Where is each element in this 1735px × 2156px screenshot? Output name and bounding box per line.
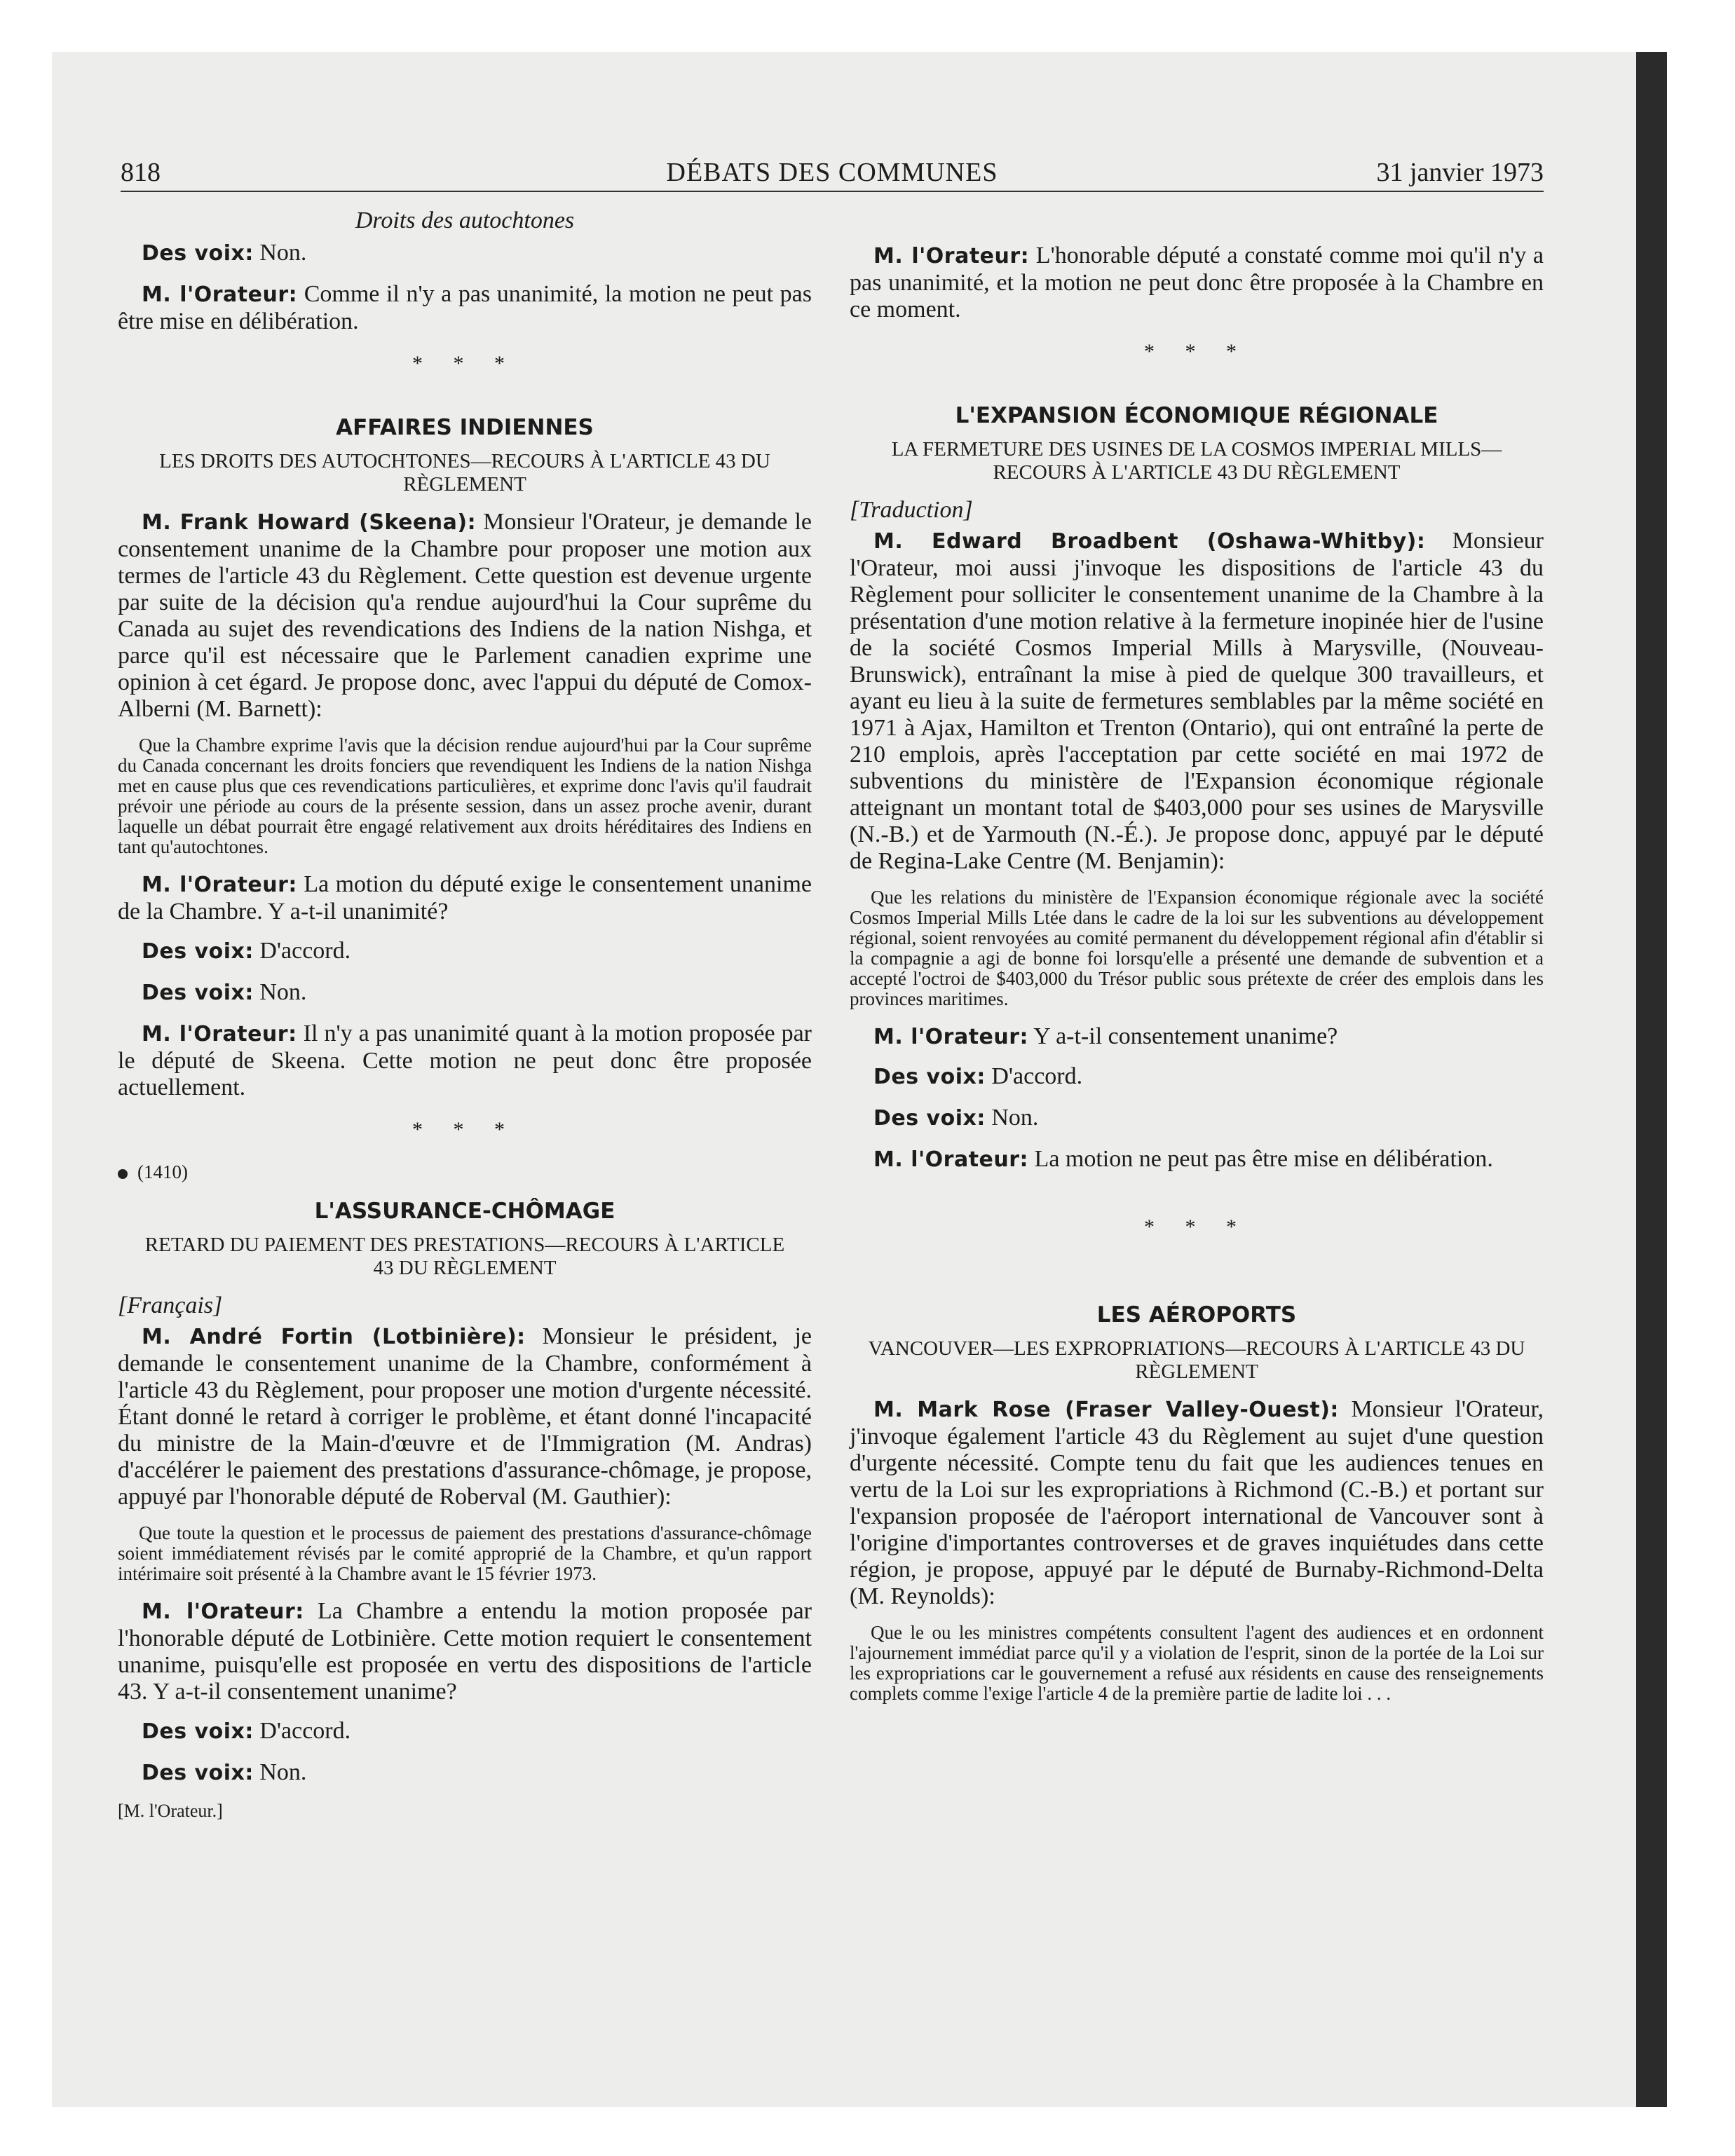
voice-vote: [118, 938, 812, 965]
speech-text: Non.: [253, 979, 307, 1005]
speech-text: La motion ne peut pas être mise en délibération.: [1028, 1146, 1493, 1172]
speech-text: D'accord.: [985, 1063, 1083, 1089]
motion-text: Que le ou les ministres compétents consultent l'agent des audiences et en ordonnent l'ajournement immédiat parce qu'il y a violation de l'esprit, sinon de la portée de la Loi sur les expropriations car le gouvernement a refusé aux résidents en cause des renseignements complets comme l'exige l'article 4 de la première partie de ladite loi . . .: [850, 1622, 1544, 1704]
voice-vote: [118, 1718, 812, 1745]
speaker-label: M. l'Orateur:: [873, 1025, 1029, 1049]
speaker-label: M. l'Orateur:: [873, 244, 1030, 268]
speech-text: Il n'y a pas unanimité quant à la motion proposée par le député de Skeena. Cette motion ne peut donc être proposée actuellement.: [118, 1021, 812, 1100]
speech-paragraph: [850, 528, 1544, 875]
section-subtitle: LA FERMETURE DES USINES DE LA COSMOS IMPERIAL MILLS—RECOURS À L'ARTICLE 43 DU RÈGLEMENT: [891, 438, 1502, 484]
speech-text: L'honorable député a constaté comme moi qu'il n'y a pas unanimité, et la motion ne peut donc être proposée à la Chambre en ce moment.: [850, 243, 1544, 322]
speech-paragraph: [850, 243, 1544, 323]
speech-text: Non.: [253, 1759, 307, 1785]
scan-edge: [1636, 52, 1667, 2107]
section-title: AFFAIRES INDIENNES: [336, 415, 594, 440]
speech-text: Y a-t-il consentement unanime?: [1028, 1023, 1338, 1049]
time-marker: [118, 1161, 812, 1183]
speaker-label: M. l'Orateur:: [142, 282, 298, 307]
speech-text: La Chambre a entendu la motion proposée par l'honorable député de Lotbinière. Cette motion requiert le consentement unanime, puisqu'elle est proposée en vertu des dispositions de l'article 43. Y a-t-il consentement unanime?: [118, 1598, 812, 1705]
speech-text: D'accord.: [253, 1718, 351, 1744]
speech-text: Comme il n'y a pas unanimité, la motion ne peut pas être mise en délibération.: [118, 281, 812, 334]
speaker-label: Des voix:: [142, 241, 254, 266]
speaker-label: M. l'Orateur:: [873, 1147, 1029, 1172]
speech-paragraph: [118, 281, 812, 335]
speech-text: Monsieur l'Orateur, moi aussi j'invoque les dispositions de l'article 43 du Règlement pour solliciter le consentement unanime de la Chambre à la présentation d'une motion relative à la fermeture inopinée hier de l'usine de la société Cosmos Imperial Mills à Marysville, (Nouveau-Brunswick), entraînant la mise à pied de quelque 300 travailleurs, et ayant eu lieu à la suite de fermetures semblables par la même société en 1971 à Ajax, Hamilton et Trenton (Ontario), qui ont entraîné la perte de 210 emplois, après l'acceptation par cette société en mai 1972 de subventions du ministère de l'Expansion économique régionale atteignant un montant total de $403,000 pour ses usines de Marysville (N.-B.) et de Yarmouth (N.-É.). Je propose donc, appuyé par le député de Regina-Lake Centre (M. Benjamin):: [850, 528, 1544, 874]
speech-paragraph: [118, 871, 812, 925]
speech-paragraph: [118, 509, 812, 723]
voice-vote: [118, 979, 812, 1007]
page-header: [121, 154, 1544, 192]
speaker-label: M. André Fortin (Lotbinière):: [142, 1325, 526, 1349]
speaker-label: M. l'Orateur:: [142, 873, 297, 897]
time-marker-text: (1410): [137, 1161, 188, 1182]
speaker-label: M. l'Orateur:: [142, 1022, 297, 1046]
speech-paragraph: [118, 1323, 812, 1510]
speaker-label: Des voix:: [142, 1761, 254, 1785]
speaker-label: M. l'Orateur:: [142, 1599, 304, 1624]
section-separator: * * *: [412, 352, 517, 375]
section-separator: * * *: [412, 1118, 517, 1141]
page-date: 31 janvier 1973: [1376, 158, 1544, 187]
motion-text: Que la Chambre exprime l'avis que la décision rendue aujourd'hui par la Cour suprême du Canada concernant les droits fonciers que revendiquent les Indiens de la nation Nishga met en cause plus que ces revendications particulières, et exprime donc l'avis qu'il faudrait prévoir une période au cours de la présente session, dans un assez proche avenir, durant laquelle un débat pourrait être engagé relativement aux droits héréditaires des Indiens en tant qu'autochtones.: [118, 735, 812, 857]
right-column: [850, 243, 1544, 1718]
left-column: [118, 207, 812, 1822]
section-separator: * * *: [1144, 340, 1249, 363]
voice-vote: [850, 1063, 1544, 1091]
publication-title: DÉBATS DES COMMUNES: [666, 158, 998, 187]
speaker-label: Des voix:: [142, 939, 254, 964]
speech-text: Non.: [985, 1105, 1039, 1131]
voice-vote: [850, 1105, 1544, 1132]
voice-vote: [118, 240, 812, 267]
speaker-label: M. Mark Rose (Fraser Valley-Ouest):: [873, 1398, 1339, 1422]
running-subtitle: Droits des autochtones: [355, 207, 575, 233]
speech-paragraph: [118, 1021, 812, 1101]
speaker-label: Des voix:: [873, 1065, 986, 1089]
speech-paragraph: [118, 1598, 812, 1705]
section-title: L'ASSURANCE-CHÔMAGE: [314, 1199, 615, 1224]
speaker-label: Des voix:: [873, 1106, 986, 1131]
speech-text: La motion du député exige le consentement unanime de la Chambre. Y a-t-il unanimité?: [118, 871, 812, 925]
speech-paragraph: [850, 1146, 1544, 1173]
speech-text: Monsieur l'Orateur, j'invoque également l'article 43 du Règlement au sujet d'une question d'urgente nécessité. Compte tenu du fait que les audiences tenues en vertu de la Loi sur les expropriations à Richmond (C.-B.) et portant sur l'expansion proposée de l'aéroport international de Vancouver sont à l'origine d'importantes controverses et de graves inquiétudes dans cette région, je propose, appuyé par le député de Burnaby-Richmond-Delta (M. Reynolds):: [850, 1396, 1544, 1609]
speech-text: D'accord.: [253, 938, 351, 964]
motion-text: Que les relations du ministère de l'Expansion économique régionale avec la société Cosmos Imperial Mills Ltée dans le cadre de la loi sur les subventions au développement régional, soient renvoyées au comité permanent du développement régional afin d'établir si la compagnie a agi de bonne foi lorsqu'elle a présenté une demande de subvention et a accepté l'octroi de $403,000 du Trésor public sous prétexte de créer des emplois dans les provinces maritimes.: [850, 887, 1544, 1009]
speech-paragraph: [850, 1396, 1544, 1610]
speaker-label: Des voix:: [142, 1719, 254, 1744]
section-subtitle: VANCOUVER—LES EXPROPRIATIONS—RECOURS À L'ARTICLE 43 DU RÈGLEMENT: [868, 1337, 1525, 1383]
speech-text: Monsieur le président, je demande le consentement unanime de la Chambre, conformément à l'article 43 du Règlement, pour proposer une motion d'urgente nécessité. Étant donné le retard à corriger le problème, et étant donné l'incapacité du ministre de la Main-d'œuvre et de l'Immigration (M. Andras) d'accélérer le paiement des prestations d'assurance-chômage, je propose, appuyé par l'honorable député de Roberval (M. Gauthier):: [118, 1323, 812, 1510]
section-title: LES AÉROPORTS: [1096, 1302, 1297, 1328]
column-footer: [M. l'Orateur.]: [118, 1801, 223, 1821]
section-title: L'EXPANSION ÉCONOMIQUE RÉGIONALE: [955, 403, 1438, 428]
speech-paragraph: [850, 1023, 1544, 1051]
speaker-label: Des voix:: [142, 981, 254, 1005]
page-number: 818: [121, 158, 161, 187]
speech-text: Monsieur l'Orateur, je demande le consentement unanime de la Chambre pour proposer une motion aux termes de l'article 43 du Règlement. Cette question est devenue urgente par suite de la décision qu'a rendue aujourd'hui la Cour suprême du Canada au sujet des revendications des Indiens de la nation Nishga, et parce qu'il est nécessaire que le Parlement canadien exprime une opinion à cet égard. Je propose donc, avec l'appui du député de Comox-Alberni (M. Barnett):: [118, 509, 812, 722]
motion-text: Que toute la question et le processus de paiement des prestations d'assurance-chômage soient immédiatement révisés par le comité approprié de la Chambre, et qu'un rapport intérimaire soit présenté à la Chambre avant le 15 février 1973.: [118, 1522, 812, 1584]
language-note: [Traduction]: [850, 497, 973, 523]
speaker-label: M. Edward Broadbent (Oshawa-Whitby):: [873, 529, 1426, 554]
section-separator: * * *: [1144, 1215, 1249, 1239]
section-subtitle: RETARD DU PAIEMENT DES PRESTATIONS—RECOURS À L'ARTICLE 43 DU RÈGLEMENT: [144, 1234, 785, 1279]
bullet-icon: [118, 1169, 128, 1179]
section-subtitle: LES DROITS DES AUTOCHTONES—RECOURS À L'ARTICLE 43 DU RÈGLEMENT: [159, 450, 770, 496]
language-note: [Français]: [118, 1292, 223, 1318]
voice-vote: [118, 1759, 812, 1787]
speech-text: Non.: [253, 240, 307, 266]
speaker-label: M. Frank Howard (Skeena):: [142, 510, 477, 535]
